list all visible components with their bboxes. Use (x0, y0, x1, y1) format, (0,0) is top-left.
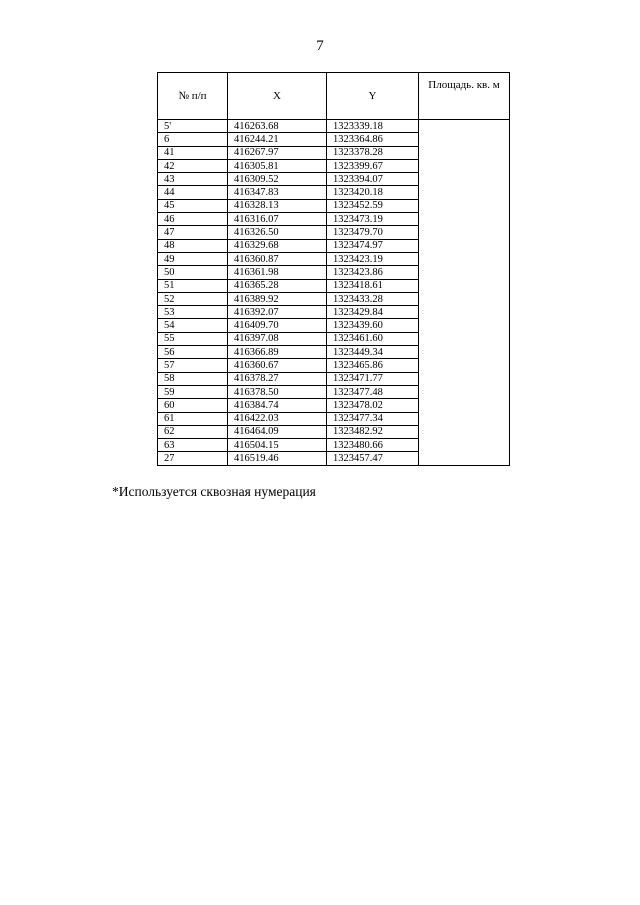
cell-point-number: 43 (158, 173, 228, 186)
cell-y: 1323439.60 (327, 319, 419, 332)
cell-x: 416366.89 (228, 346, 327, 359)
cell-x: 416329.68 (228, 239, 327, 252)
cell-x: 416326.50 (228, 226, 327, 239)
cell-point-number: 54 (158, 319, 228, 332)
footnote: *Используется сквозная нумерация (112, 484, 316, 499)
header-area: Площадь. кв. м (419, 73, 510, 120)
cell-x: 416244.21 (228, 133, 327, 146)
table-body (158, 120, 510, 466)
cell-y: 1323433.28 (327, 292, 419, 305)
cell-y: 1323423.86 (327, 266, 419, 279)
cell-y: 1323418.61 (327, 279, 419, 292)
cell-y: 1323471.77 (327, 372, 419, 385)
cell-y: 1323478.02 (327, 399, 419, 412)
cell-y: 1323465.86 (327, 359, 419, 372)
cell-x: 416365.28 (228, 279, 327, 292)
cell-point-number: 51 (158, 279, 228, 292)
cell-point-number: 6 (158, 133, 228, 146)
cell-y: 1323479.70 (327, 226, 419, 239)
cell-y: 1323420.18 (327, 186, 419, 199)
cell-y: 1323399.67 (327, 159, 419, 172)
cell-x: 416305.81 (228, 159, 327, 172)
cell-point-number: 55 (158, 332, 228, 345)
cell-y: 1323378.28 (327, 146, 419, 159)
cell-point-number: 58 (158, 372, 228, 385)
cell-x: 416316.07 (228, 213, 327, 226)
cell-point-number: 59 (158, 385, 228, 398)
cell-y: 1323452.59 (327, 199, 419, 212)
header-point-number: № п/п (158, 73, 228, 120)
cell-y: 1323429.84 (327, 306, 419, 319)
cell-point-number: 46 (158, 213, 228, 226)
cell-x: 416397.08 (228, 332, 327, 345)
cell-point-number: 52 (158, 292, 228, 305)
cell-point-number: 47 (158, 226, 228, 239)
cell-y: 1323394.07 (327, 173, 419, 186)
cell-x: 416409.70 (228, 319, 327, 332)
cell-x: 416361.98 (228, 266, 327, 279)
cell-point-number: 42 (158, 159, 228, 172)
header-row (158, 73, 510, 120)
cell-point-number: 60 (158, 399, 228, 412)
cell-x: 416309.52 (228, 173, 327, 186)
cell-point-number: 56 (158, 346, 228, 359)
cell-y: 1323364.86 (327, 133, 419, 146)
cell-x: 416392.07 (228, 306, 327, 319)
cell-y: 1323477.34 (327, 412, 419, 425)
cell-y: 1323339.18 (327, 120, 419, 133)
cell-point-number: 45 (158, 199, 228, 212)
cell-y: 1323482.92 (327, 425, 419, 438)
cell-point-number: 5' (158, 120, 228, 133)
cell-point-number: 57 (158, 359, 228, 372)
header-x: X (228, 73, 327, 120)
cell-area (419, 120, 510, 466)
cell-x: 416328.13 (228, 199, 327, 212)
cell-x: 416263.68 (228, 120, 327, 133)
cell-x: 416389.92 (228, 292, 327, 305)
cell-y: 1323474.97 (327, 239, 419, 252)
cell-y: 1323477.48 (327, 385, 419, 398)
header-y: Y (327, 73, 419, 120)
cell-y: 1323480.66 (327, 439, 419, 452)
cell-x: 416504.15 (228, 439, 327, 452)
cell-point-number: 63 (158, 439, 228, 452)
cell-point-number: 62 (158, 425, 228, 438)
cell-point-number: 50 (158, 266, 228, 279)
cell-x: 416384.74 (228, 399, 327, 412)
table-header (158, 73, 510, 120)
cell-x: 416519.46 (228, 452, 327, 465)
cell-point-number: 48 (158, 239, 228, 252)
table-row (158, 120, 510, 133)
cell-x: 416464.09 (228, 425, 327, 438)
cell-x: 416378.50 (228, 385, 327, 398)
cell-y: 1323449.34 (327, 346, 419, 359)
cell-point-number: 61 (158, 412, 228, 425)
cell-x: 416347.83 (228, 186, 327, 199)
cell-y: 1323473.19 (327, 213, 419, 226)
cell-point-number: 41 (158, 146, 228, 159)
coordinates-table (157, 72, 510, 466)
cell-x: 416360.67 (228, 359, 327, 372)
cell-point-number: 53 (158, 306, 228, 319)
page-number: 7 (316, 38, 324, 54)
cell-x: 416378.27 (228, 372, 327, 385)
cell-y: 1323461.60 (327, 332, 419, 345)
cell-y: 1323423.19 (327, 252, 419, 265)
cell-y: 1323457.47 (327, 452, 419, 465)
cell-point-number: 49 (158, 252, 228, 265)
cell-x: 416267.97 (228, 146, 327, 159)
cell-x: 416422.03 (228, 412, 327, 425)
cell-point-number: 44 (158, 186, 228, 199)
cell-point-number: 27 (158, 452, 228, 465)
cell-x: 416360.87 (228, 252, 327, 265)
